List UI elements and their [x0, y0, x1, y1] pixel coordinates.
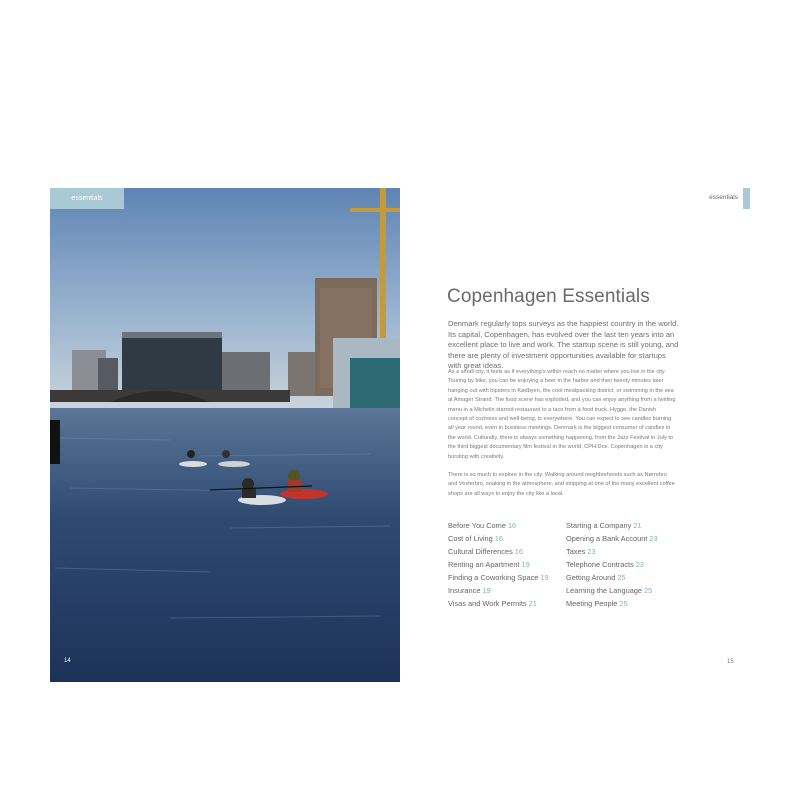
body-paragraph-1: As a small city, it feels as if everything's within reach no matter where you live in the city. Touring by bike, you can be enjoying a beer in the harbor and then twenty minutes later hanging out with hipsters in Kødbyen, the cool meatpacking district, or swimming in the sea at Amager Strand. The food scene has exploded, and you can enjoy anything from a twirling menu in a Michelin starred restaurant to a taco from a food truck. Hygge, the Danish concept of coziness and well-being, is everywhere. You can expect to see candles burning all year round, even in business meetings. Denmark is the biggest consumer of candles in the world. Culturally, there is always something happening, from the Jazz Festival in July to the third biggest documentary film festival in the world, CPH:Dox. Copenhagen is a city bursting with creativity.	[448, 369, 676, 460]
toc-item[interactable]: Finding a Coworking Space 19	[448, 573, 549, 582]
toc-item[interactable]: Taxes 23	[566, 547, 596, 556]
intro-paragraph: Denmark regularly tops surveys as the happiest country in the world. Its capital, Copenhagen, has evolved over the last ten years into an excellent place to live and work. The startup scene is still young, and there are plenty of investment opportunities available for startups with great ideas.	[448, 319, 679, 371]
toc-item[interactable]: Meeting People 25	[566, 599, 628, 608]
toc-item[interactable]: Telephone Contracts 23	[566, 560, 645, 569]
section-tab-left: essentials	[50, 188, 124, 209]
body-paragraph-2: There is so much to explore in the city. Walking around neighborhoods such as Nørrebro and Vesterbro, soaking in the atmosphere, and stopping at one of the many excellent coffee shops are all ways to enjoy the city like a local.	[448, 472, 675, 497]
toc-item[interactable]: Renting an Apartment 19	[448, 560, 530, 569]
toc-item[interactable]: Starting a Company 21	[566, 521, 642, 530]
toc-column-1	[448, 519, 549, 610]
page-title: Copenhagen Essentials	[447, 286, 650, 307]
toc-item[interactable]: Cultural Differences 16	[448, 547, 523, 556]
toc-item[interactable]: Opening a Bank Account 23	[566, 534, 658, 543]
harbor-water	[50, 408, 400, 682]
page-number-right: 15	[727, 659, 734, 665]
mooring-post	[50, 420, 60, 464]
toc-column-2	[566, 519, 658, 610]
toc-item[interactable]: Getting Around 25	[566, 573, 626, 582]
toc-item[interactable]: Before You Come 16	[448, 521, 517, 530]
page-number-left: 14	[64, 658, 71, 664]
toc-item[interactable]: Visas and Work Permits 21	[448, 599, 537, 608]
toc-item[interactable]: Cost of Living 16	[448, 534, 504, 543]
harbor-photo	[50, 188, 400, 682]
toc-item[interactable]: Insurance 19	[448, 586, 491, 595]
section-tab-right: essentials	[709, 194, 738, 201]
toc-item[interactable]: Learning the Language 25	[566, 586, 653, 595]
section-tab-marker	[743, 188, 750, 209]
